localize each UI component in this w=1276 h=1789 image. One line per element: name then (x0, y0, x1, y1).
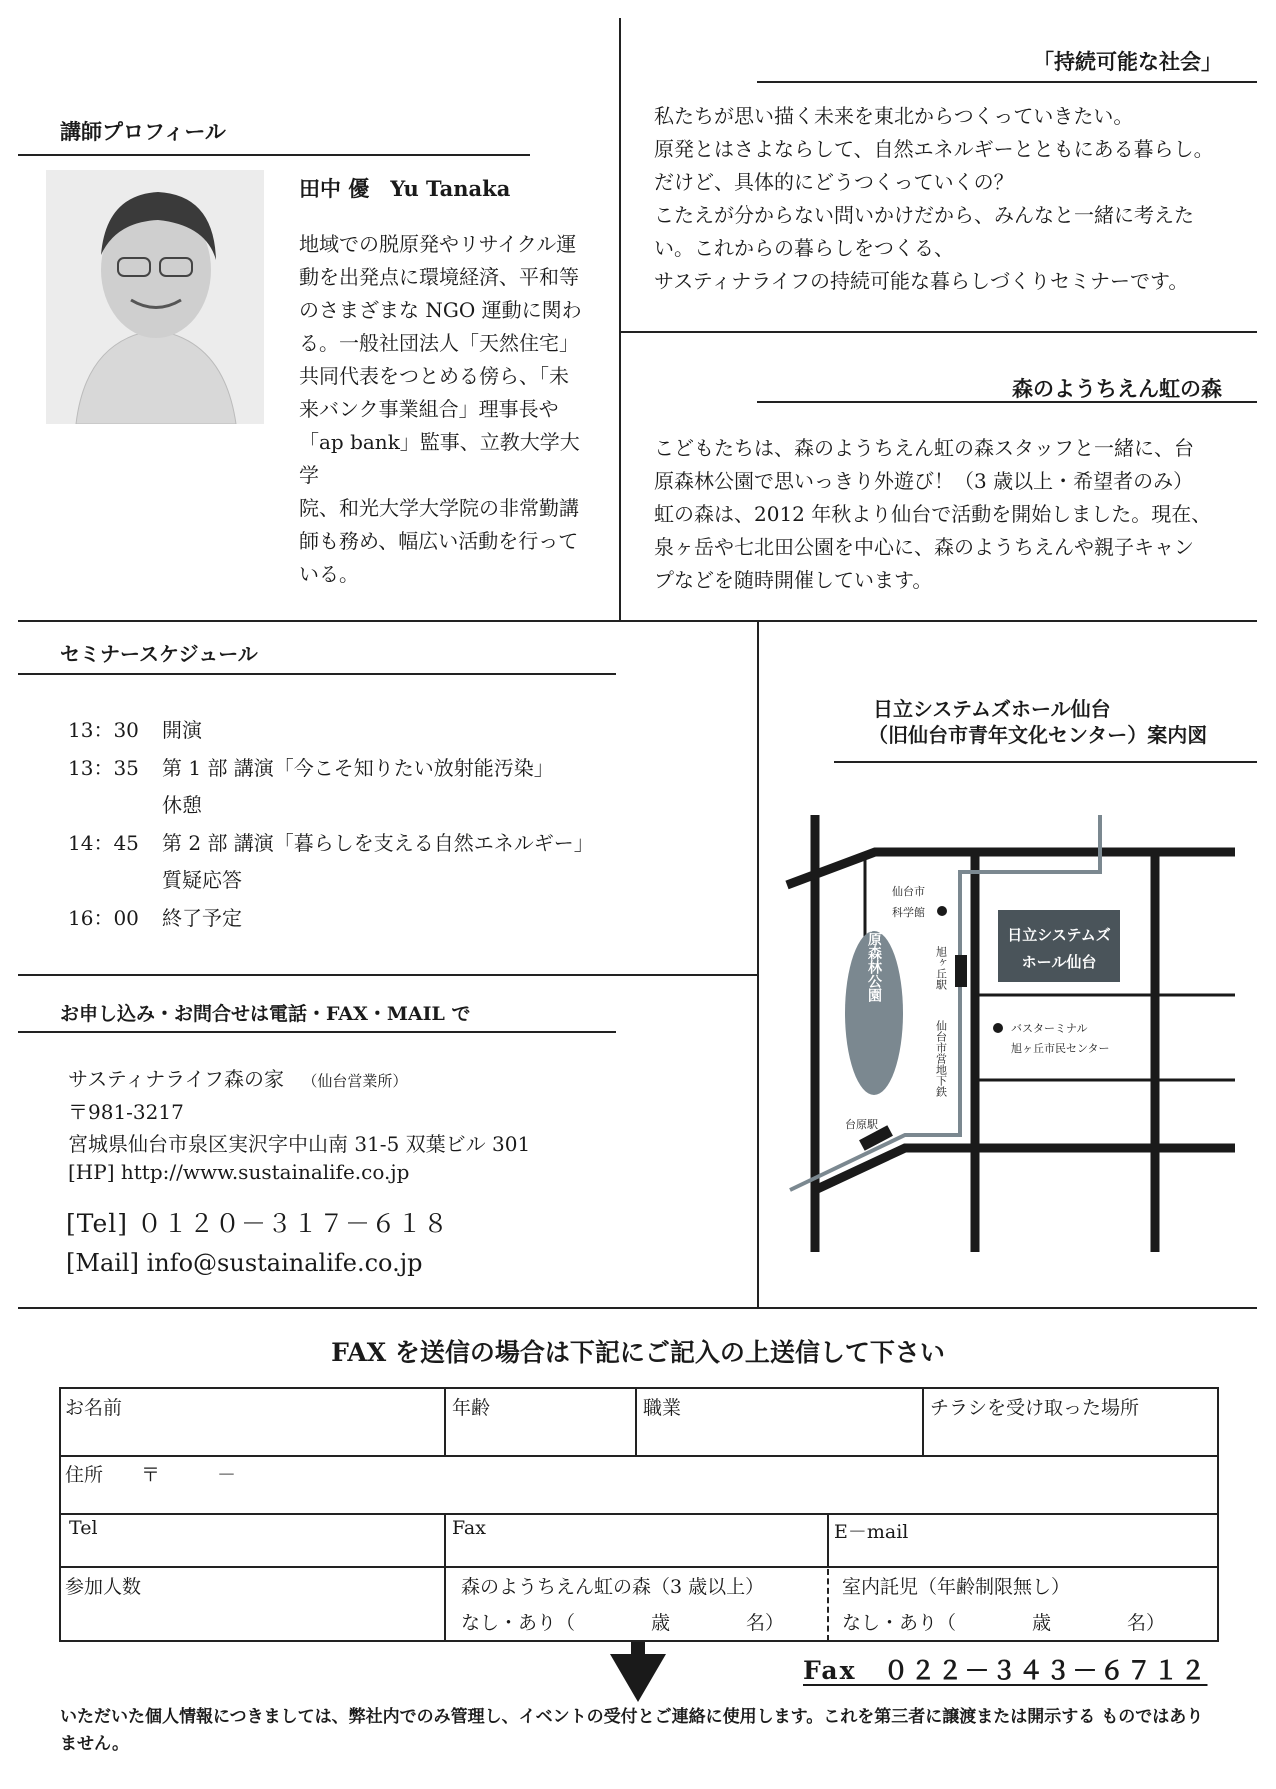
schedule-time: 14：45 (68, 830, 139, 855)
map-heading-rule (834, 761, 1257, 763)
contact-branch: （仙台営業所） (302, 1072, 408, 1090)
schedule-time: 13：30 (68, 718, 139, 742)
forest-body (654, 432, 1254, 597)
science-museum-label-1: 仙台市 (892, 885, 925, 898)
forest-line: 虹の森は、2012 年秋より仙台で活動を開始しました。現在、 (654, 502, 1212, 526)
divider-row1 (18, 620, 1257, 622)
community-center-label: 旭ヶ丘市民センター (1011, 1042, 1110, 1055)
divider-top-right-mid (619, 331, 1257, 333)
bio-line: いる。 (299, 562, 359, 586)
divider-row3 (18, 1307, 1257, 1309)
privacy-notice: いただいた個人情報につきましては、弊社内でのみ管理し、イベントの受付とご連絡に使用します。これを第三者に譲渡または開示する ものではありません。 (60, 1707, 1204, 1754)
label-participants: 参加人数 (65, 1576, 142, 1598)
divider-top-vertical (619, 18, 621, 621)
schedule-item: 終了予定 (162, 905, 242, 930)
sustainable-line: 私たちが思い描く未来を東北からつくっていきたい。 (654, 104, 1134, 128)
location-map (785, 810, 1245, 1270)
bio-line: 院、和光大学大学院の非常勤講 (299, 496, 579, 520)
contact-org: サスティナライフ森の家 (68, 1067, 284, 1091)
venue-label-1: 日立システムズ (1007, 926, 1111, 944)
schedule-row (68, 862, 594, 900)
subway-label: 仙台市営地下鉄 (934, 1020, 948, 1097)
label-fax: Fax (452, 1517, 486, 1539)
asahigaoka-station-label: 旭ヶ丘駅 (934, 946, 948, 990)
schedule-row (68, 712, 594, 750)
schedule-heading: セミナースケジュール (60, 642, 258, 666)
bus-terminal-label: バスターミナル (1011, 1022, 1088, 1035)
divider-mid-vertical (757, 620, 759, 1308)
schedule-item: 質疑応答 (162, 868, 242, 892)
bio-line: 地域での脱原発やリサイクル運 (299, 232, 577, 256)
contact-tel[interactable]: [Tel] ０１２０－３１７－６１８ (66, 1209, 449, 1238)
label-tel: Tel (69, 1517, 98, 1539)
sustainable-line: だけど、具体的にどうつくっていくの？ (654, 170, 1014, 194)
fax-form (59, 1387, 1219, 1642)
sustainable-body (654, 100, 1254, 298)
contact-address: 宮城県仙台市泉区実沢字中山南 31-5 双葉ビル 301 (68, 1132, 531, 1156)
forest-line: こどもたちは、森のようちえん虹の森スタッフと一緒に、台 (654, 436, 1194, 460)
bio-line: 動を出発点に環境経済、平和等 (299, 265, 579, 289)
schedule-heading-rule (18, 673, 616, 675)
schedule-row (68, 900, 594, 938)
label-name: お名前 (65, 1397, 123, 1419)
forest-heading-rule (757, 401, 1257, 403)
label-address: 住所 〒 － (65, 1464, 237, 1486)
schedule-time (68, 787, 162, 825)
map-heading-1: 日立システムズホール仙台 (873, 697, 1111, 721)
sustainable-line: 原発とはさよならして、自然エネルギーとともにある暮らし。 (654, 137, 1214, 161)
bio-line: る。一般社団法人「天然住宅」 (299, 331, 579, 355)
sustainable-heading-rule (757, 81, 1257, 83)
forest-line: 泉ヶ岳や七北田公園を中心に、森のようちえんや親子キャン (654, 535, 1194, 559)
forest-line: 原森林公園で思いっきり外遊び！（3 歳以上・希望者のみ） (654, 469, 1194, 493)
contact-heading: お申し込み・お問合せは電話・FAX・MAIL で (60, 1003, 471, 1025)
label-email: E－mail (834, 1521, 909, 1543)
contact-org-line (68, 1063, 407, 1092)
schedule-time (68, 862, 162, 900)
forest-option: 森のようちえん虹の森（3 歳以上） (461, 1576, 765, 1598)
dainohara-station-label: 台原駅 (845, 1118, 878, 1131)
sustainable-heading: 「持続可能な社会」 (1033, 49, 1222, 74)
nursery-answer[interactable]: なし・あり（ 歳 名） (842, 1612, 1166, 1634)
schedule-row (68, 825, 594, 863)
profile-heading: 講師プロフィール (60, 119, 226, 144)
forest-line: プなどを随時開催しています。 (654, 568, 933, 592)
forest-heading: 森のようちえん虹の森 (1012, 376, 1222, 401)
map-heading-2: （旧仙台市青年文化センター）案内図 (868, 723, 1208, 747)
fax-form-title: FAX を送信の場合は下記にご記入の上送信して下さい (331, 1338, 945, 1367)
schedule-item: 開演 (162, 718, 202, 742)
contact-heading-rule (18, 1031, 616, 1033)
contact-hp[interactable]: [HP] http://www.sustainalife.co.jp (68, 1160, 410, 1184)
contact-postal: 〒981-3217 (68, 1100, 184, 1124)
schedule-item: 休憩 (162, 793, 202, 817)
sustainable-line: サスティナライフの持続可能な暮らしづくりセミナーです。 (654, 269, 1189, 293)
profile-heading-rule (18, 154, 530, 156)
science-museum-label-2: 科学館 (892, 906, 925, 919)
down-arrow-icon (610, 1642, 666, 1702)
label-flyer-location: チラシを受け取った場所 (930, 1397, 1140, 1419)
sustainable-line: こたえが分からない問いかけだから、みんなと一緒に考えた (654, 203, 1194, 227)
speaker-photo (46, 170, 264, 424)
bio-line: のさまざまな NGO 運動に関わ (299, 298, 582, 322)
schedule-list (68, 712, 594, 937)
park-label: 台原森林公園 (866, 918, 882, 1002)
nursery-option: 室内託児（年齢制限無し） (842, 1576, 1071, 1598)
venue-label-2: ホール仙台 (1021, 953, 1097, 971)
bio-line: 共同代表をつとめる傍ら、「未 (299, 364, 569, 388)
schedule-item: 第 1 部 講演「今こそ知りたい放射能汚染」 (162, 755, 554, 780)
bio-line: 来バンク事業組合」理事長や (299, 397, 559, 421)
speaker-name: 田中 優 Yu Tanaka (299, 176, 511, 201)
contact-mail[interactable]: [Mail] info@sustainalife.co.jp (66, 1249, 423, 1277)
schedule-item: 第 2 部 講演「暮らしを支える自然エネルギー」 (162, 830, 594, 855)
schedule-row (68, 787, 594, 825)
forest-answer[interactable]: なし・あり（ 歳 名） (461, 1612, 785, 1634)
schedule-time: 16：00 (68, 905, 139, 930)
divider-row2-left (18, 974, 758, 976)
schedule-time: 13：35 (68, 755, 139, 780)
sustainable-line: い。これからの暮らしをつくる、 (654, 236, 954, 260)
bio-line: 師も務め、幅広い活動を行って (299, 529, 579, 553)
schedule-row (68, 750, 594, 788)
speaker-bio (299, 228, 599, 591)
label-age: 年齢 (452, 1397, 491, 1419)
fax-number[interactable]: Fax ０２２－３４３－６７１２ (803, 1656, 1208, 1685)
bio-line: 「ap bank」監事、立教大学大学 (299, 430, 580, 487)
label-job: 職業 (643, 1397, 682, 1419)
